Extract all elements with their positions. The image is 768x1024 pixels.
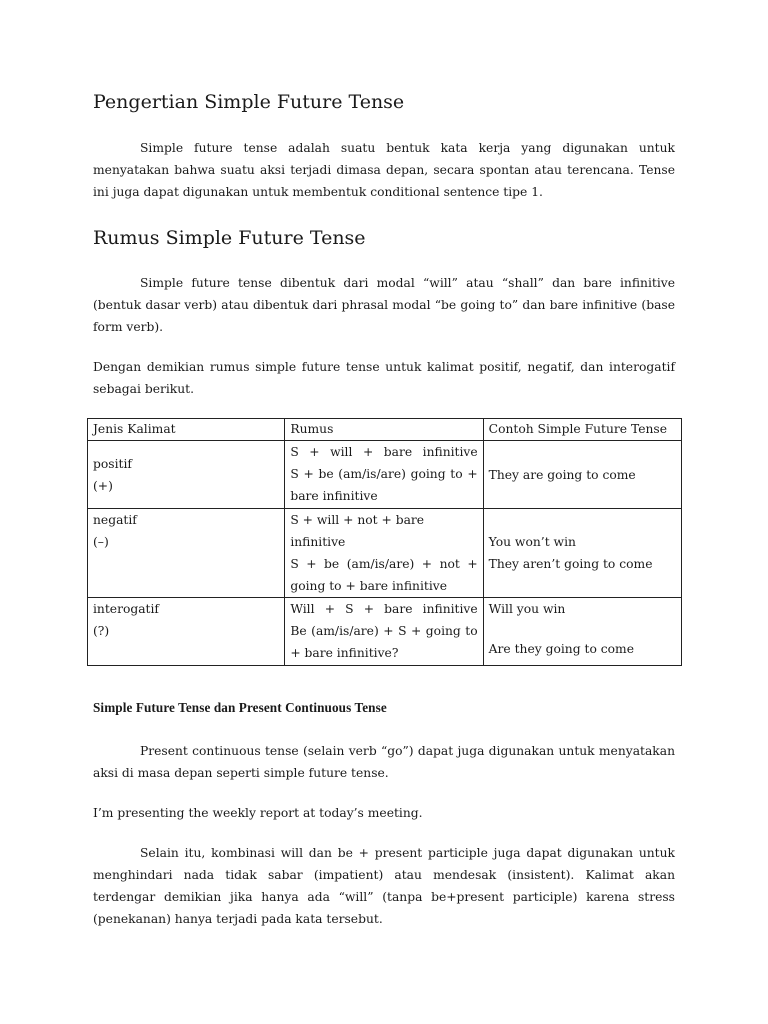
formula-line: S + be (am/is/are) + not + going to + bare infinitive [290,557,478,593]
sentence-type: interogatif [93,602,159,616]
sentence-symbol: (?) [93,624,110,638]
formula-line: Will + S + bare infinitive [290,602,478,616]
formula-table [87,418,682,666]
formula-intro-paragraph: Dengan demikian rumus simple future tense untuk kalimat positif, negatif, dan interogatif sebagai berikut. [93,360,675,396]
example-line: Are they going to come [488,642,634,656]
table-header: Contoh Simple Future Tense [483,419,681,441]
example-cell [483,509,681,598]
formula-cell [285,598,483,666]
example-sentence: I’m presenting the weekly report at today’s meeting. [93,806,423,820]
table-header: Rumus [285,419,483,441]
section-title-formula: Rumus Simple Future Tense [93,227,366,249]
comparison-paragraph: Present continuous tense (selain verb “go”) dapat juga digunakan untuk menyatakan aksi di masa depan seperti simple future tense. [93,744,675,780]
formula-cell [285,441,483,509]
sentence-type: negatif [93,513,137,527]
sentence-symbol: (–) [93,535,109,549]
sentence-type-cell [88,441,285,509]
example-cell [483,598,681,666]
example-line: They are going to come [488,467,636,482]
spacer [489,620,676,638]
example-line: Will you win [488,602,566,616]
formula-cell [285,509,483,598]
table-header: Jenis Kalimat [88,419,285,441]
example-line: They aren’t going to come [488,557,653,571]
table-header-row [88,419,682,441]
comparison-paragraph-2: Selain itu, kombinasi will dan be + present participle juga dapat digunakan untuk menghindari nada tidak sabar (impatient) atau mendesak (insistent). Kalimat akan terdengar demikian jika hanya ada “will” (tanpa be+present participle) karena stress (penekanan) hanya terjadi pada kata tersebut. [93,846,675,926]
table-row [88,441,682,509]
section-title-definition: Pengertian Simple Future Tense [93,91,405,113]
example-line: You won’t win [488,535,576,549]
section-title-comparison: Simple Future Tense dan Present Continuous Tense [93,700,387,715]
formula-line: S + be (am/is/are) going to + bare infinitive [290,467,478,503]
formula-paragraph: Simple future tense dibentuk dari modal “will” atau “shall” dan bare infinitive (bentuk dasar verb) atau dibentuk dari phrasal modal “be going to” dan bare infinitive (base form verb). [93,276,675,334]
formula-line: S + will + not + bare infinitive [290,513,425,549]
formula-line: S + will + bare infinitive [290,445,478,459]
sentence-type-cell [88,509,285,598]
table-row [88,598,682,666]
sentence-type: positif [93,456,132,471]
definition-paragraph: Simple future tense adalah suatu bentuk kata kerja yang digunakan untuk menyatakan bahwa suatu aksi terjadi dimasa depan, secara spontan atau terencana. Tense ini juga dapat digunakan untuk membentuk conditional sentence tipe 1. [93,141,675,199]
sentence-symbol: (+) [93,478,113,493]
table-row [88,509,682,598]
example-cell [483,441,681,509]
sentence-type-cell [88,598,285,666]
formula-line: Be (am/is/are) + S + going to + bare infinitive? [290,624,478,660]
